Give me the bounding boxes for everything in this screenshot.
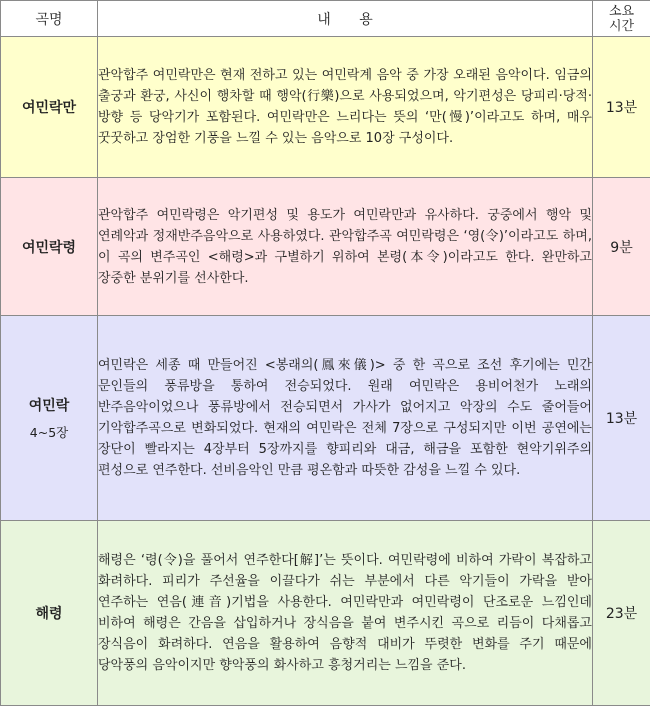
piece-subtitle: 4~5장	[1, 423, 97, 441]
piece-description: 해령은 ‘령(令)을 풀어서 연주한다[解]’는 뜻이다. 여민락령에 비하여 가락이 복잡하고 화려하다. 피리가 주선율을 이끌다가 쉬는 부분에서 다른 악기들이 가락을 받아 연주하는 연음(連音)기법을 사용한다. 여민락만과 여민락령이 단조로운 느낌인데 비하여 해령은 간음을 삽입하거나 장식음을 붙여 변주시킨 곡으로 리듬이 다채롭고 장식음이 화려하다. 연음을 활용하여 음향적 대비가 뚜렷한 변화를 주기 때문에 당악풍의 음악이지만 향악풍의 화사하고 흥청거리는 느낌을 준다.	[98, 521, 593, 706]
piece-duration: 13분	[593, 316, 650, 521]
piece-duration: 13분	[593, 37, 650, 178]
header-time: 소요 시간	[593, 1, 650, 37]
piece-description: 관악합주 여민락만은 현재 전하고 있는 여민락계 음악 중 가장 오래된 음악이다. 임금의 출궁과 환궁, 사신이 행차할 때 행악(行樂)으로 사용되었으며, 악기편성은 당피리·당적·방향 등 당악기가 포함된다. 여민락만은 느리다는 뜻의 ‘만(慢)’이라고도 하며, 매우 꿋꿋하고 장엄한 기풍을 느낄 수 있는 음악으로 10장 구성이다.	[98, 37, 593, 178]
piece-name: 해령	[1, 521, 98, 706]
piece-description: 관악합주 여민락령은 악기편성 및 용도가 여민락만과 유사하다. 궁중에서 행악 및 연례악과 정재반주음악으로 사용하였다. 관악합주곡 여민락령은 ‘영(令)’이라고도 하며, 이 곡의 변주곡인 <해령>과 구별하기 위하여 본령(本令)이라고도 한다. 완만하고 장중한 분위기를 선사한다.	[98, 178, 593, 316]
piece-duration: 23분	[593, 521, 650, 706]
header-title: 곡명	[1, 1, 98, 37]
piece-description: 여민락은 세종 때 만들어진 <봉래의(鳳來儀)> 중 한 곡으로 조선 후기에는 민간 문인들의 풍류방을 통하여 전승되었다. 원래 여민락은 용비어천가 노래의 반주음악이었으나 풍류방에서 전승되면서 가사가 없어지고 악장의 수도 줄어들어 기악합주곡으로 변화되었다. 현재의 여민락은 전체 7장으로 구성되지만 이번 공연에는 장단이 빨라지는 4장부터 5장까지를 향피리와 대금, 해금을 포함한 현악기위주의 편성으로 연주한다. 선비음악인 만큼 평온함과 따뜻한 감성을 느낄 수 있다.	[98, 316, 593, 521]
header-content: 내 용	[98, 1, 593, 37]
piece-name: 여민락만	[1, 37, 98, 178]
table-row	[1, 316, 650, 521]
table-row	[1, 37, 650, 178]
piece-name: 여민락령	[1, 178, 98, 316]
header-row	[1, 1, 650, 37]
piece-name: 여민락 4~5장	[1, 316, 98, 521]
piece-duration: 9분	[593, 178, 650, 316]
table-row	[1, 521, 650, 706]
table-row	[1, 178, 650, 316]
